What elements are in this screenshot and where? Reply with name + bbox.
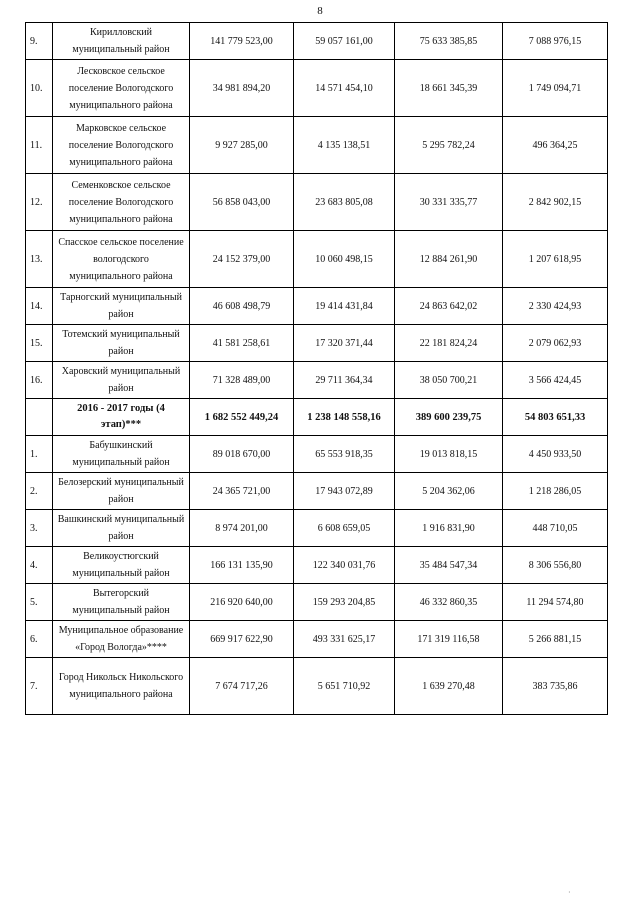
table-row xyxy=(26,231,608,288)
row-number: 7. xyxy=(26,658,53,715)
amount-col-4: 496 364,25 xyxy=(503,117,608,174)
table-row xyxy=(26,547,608,584)
scan-mark: · xyxy=(568,888,571,897)
total-amount: 89 018 670,00 xyxy=(190,436,294,473)
row-number: 1. xyxy=(26,436,53,473)
row-number: 4. xyxy=(26,547,53,584)
district-name: Великоустюгский муниципальный район xyxy=(53,547,190,584)
table-row xyxy=(26,117,608,174)
row-number xyxy=(26,399,53,436)
total-amount: 24 152 379,00 xyxy=(190,231,294,288)
amount-col-4: 11 294 574,80 xyxy=(503,584,608,621)
amount-col-3: 171 319 116,58 xyxy=(395,621,503,658)
total-amount: 8 974 201,00 xyxy=(190,510,294,547)
amount-col-2: 59 057 161,00 xyxy=(294,23,395,60)
district-name: Тотемский муниципальный район xyxy=(53,325,190,362)
table-row xyxy=(26,362,608,399)
amount-col-2: 17 320 371,44 xyxy=(294,325,395,362)
total-amount: 46 608 498,79 xyxy=(190,288,294,325)
district-name: Белозерский муниципальный район xyxy=(53,473,190,510)
amount-col-3: 1 916 831,90 xyxy=(395,510,503,547)
total-amount: 669 917 622,90 xyxy=(190,621,294,658)
total-amount: 41 581 258,61 xyxy=(190,325,294,362)
amount-col-4: 3 566 424,45 xyxy=(503,362,608,399)
district-name: Спасское сельское поселение вологодского муниципального района xyxy=(53,231,190,288)
amount-col-3: 12 884 261,90 xyxy=(395,231,503,288)
amount-col-3: 24 863 642,02 xyxy=(395,288,503,325)
amount-col-4: 5 266 881,15 xyxy=(503,621,608,658)
amount-col-4: 8 306 556,80 xyxy=(503,547,608,584)
district-name: Харовский муниципальный район xyxy=(53,362,190,399)
total-amount: 9 927 285,00 xyxy=(190,117,294,174)
district-name: Вытегорский муниципальный район xyxy=(53,584,190,621)
amount-col-3: 38 050 700,21 xyxy=(395,362,503,399)
row-number: 16. xyxy=(26,362,53,399)
amount-col-4: 1 218 286,05 xyxy=(503,473,608,510)
stage-total-row xyxy=(26,399,608,436)
amount-col-2: 14 571 454,10 xyxy=(294,60,395,117)
amount-col-4: 2 079 062,93 xyxy=(503,325,608,362)
amount-col-4: 448 710,05 xyxy=(503,510,608,547)
amount-col-4: 383 735,86 xyxy=(503,658,608,715)
amount-col-3: 22 181 824,24 xyxy=(395,325,503,362)
total-amount: 7 674 717,26 xyxy=(190,658,294,715)
row-number: 2. xyxy=(26,473,53,510)
amount-col-3: 18 661 345,39 xyxy=(395,60,503,117)
district-name: Семенковское сельское поселение Вологодского муниципального района xyxy=(53,174,190,231)
table-row xyxy=(26,60,608,117)
table-row xyxy=(26,23,608,60)
table-row xyxy=(26,473,608,510)
district-name: Муниципальное образование «Город Вологда»**** xyxy=(53,621,190,658)
amount-col-4: 4 450 933,50 xyxy=(503,436,608,473)
amount-col-2: 122 340 031,76 xyxy=(294,547,395,584)
row-number: 5. xyxy=(26,584,53,621)
table-row xyxy=(26,621,608,658)
amount-col-3: 5 204 362,06 xyxy=(395,473,503,510)
district-name: Марковское сельское поселение Вологодского муниципального района xyxy=(53,117,190,174)
row-number: 9. xyxy=(26,23,53,60)
table-row xyxy=(26,510,608,547)
amount-col-2: 65 553 918,35 xyxy=(294,436,395,473)
total-amount: 71 328 489,00 xyxy=(190,362,294,399)
amount-col-3: 46 332 860,35 xyxy=(395,584,503,621)
total-amount: 56 858 043,00 xyxy=(190,174,294,231)
table-row xyxy=(26,584,608,621)
amount-col-4: 1 749 094,71 xyxy=(503,60,608,117)
amount-col-2: 4 135 138,51 xyxy=(294,117,395,174)
amount-col-3: 5 295 782,24 xyxy=(395,117,503,174)
row-number: 14. xyxy=(26,288,53,325)
row-number: 15. xyxy=(26,325,53,362)
page-number: 8 xyxy=(317,5,323,17)
amount-col-2: 17 943 072,89 xyxy=(294,473,395,510)
table-row xyxy=(26,288,608,325)
row-number: 6. xyxy=(26,621,53,658)
row-number: 13. xyxy=(26,231,53,288)
amount-col-4: 1 207 618,95 xyxy=(503,231,608,288)
row-number: 10. xyxy=(26,60,53,117)
amount-col-2: 19 414 431,84 xyxy=(294,288,395,325)
district-name: Город Никольск Никольского муниципального района xyxy=(53,658,190,715)
amount-col-3: 75 633 385,85 xyxy=(395,23,503,60)
budget-table xyxy=(25,22,608,715)
table-row xyxy=(26,658,608,715)
district-name: Кирилловский муниципальный район xyxy=(53,23,190,60)
table-row xyxy=(26,174,608,231)
amount-col-4: 7 088 976,15 xyxy=(503,23,608,60)
amount-col-2: 5 651 710,92 xyxy=(294,658,395,715)
table-row xyxy=(26,436,608,473)
amount-col-2: 23 683 805,08 xyxy=(294,174,395,231)
total-amount: 166 131 135,90 xyxy=(190,547,294,584)
amount-col-2: 493 331 625,17 xyxy=(294,621,395,658)
table-row xyxy=(26,325,608,362)
amount-col-3: 1 639 270,48 xyxy=(395,658,503,715)
amount-col-2: 159 293 204,85 xyxy=(294,584,395,621)
amount-col-4: 2 330 424,93 xyxy=(503,288,608,325)
row-number: 11. xyxy=(26,117,53,174)
district-name: Вашкинский муниципальный район xyxy=(53,510,190,547)
amount-col-2: 1 238 148 558,16 xyxy=(294,399,395,436)
district-name: Тарногский муниципальный район xyxy=(53,288,190,325)
total-amount: 141 779 523,00 xyxy=(190,23,294,60)
total-amount: 34 981 894,20 xyxy=(190,60,294,117)
amount-col-2: 10 060 498,15 xyxy=(294,231,395,288)
amount-col-4: 54 803 651,33 xyxy=(503,399,608,436)
district-name: Лесковское сельское поселение Вологодского муниципального района xyxy=(53,60,190,117)
amount-col-3: 35 484 547,34 xyxy=(395,547,503,584)
amount-col-4: 2 842 902,15 xyxy=(503,174,608,231)
total-amount: 24 365 721,00 xyxy=(190,473,294,510)
district-name: 2016 - 2017 годы (4 этап)*** xyxy=(53,399,190,436)
row-number: 3. xyxy=(26,510,53,547)
amount-col-3: 30 331 335,77 xyxy=(395,174,503,231)
total-amount: 216 920 640,00 xyxy=(190,584,294,621)
amount-col-2: 6 608 659,05 xyxy=(294,510,395,547)
table-body xyxy=(26,23,608,715)
row-number: 12. xyxy=(26,174,53,231)
amount-col-2: 29 711 364,34 xyxy=(294,362,395,399)
amount-col-3: 19 013 818,15 xyxy=(395,436,503,473)
total-amount: 1 682 552 449,24 xyxy=(190,399,294,436)
district-name: Бабушкинский муниципальный район xyxy=(53,436,190,473)
amount-col-3: 389 600 239,75 xyxy=(395,399,503,436)
